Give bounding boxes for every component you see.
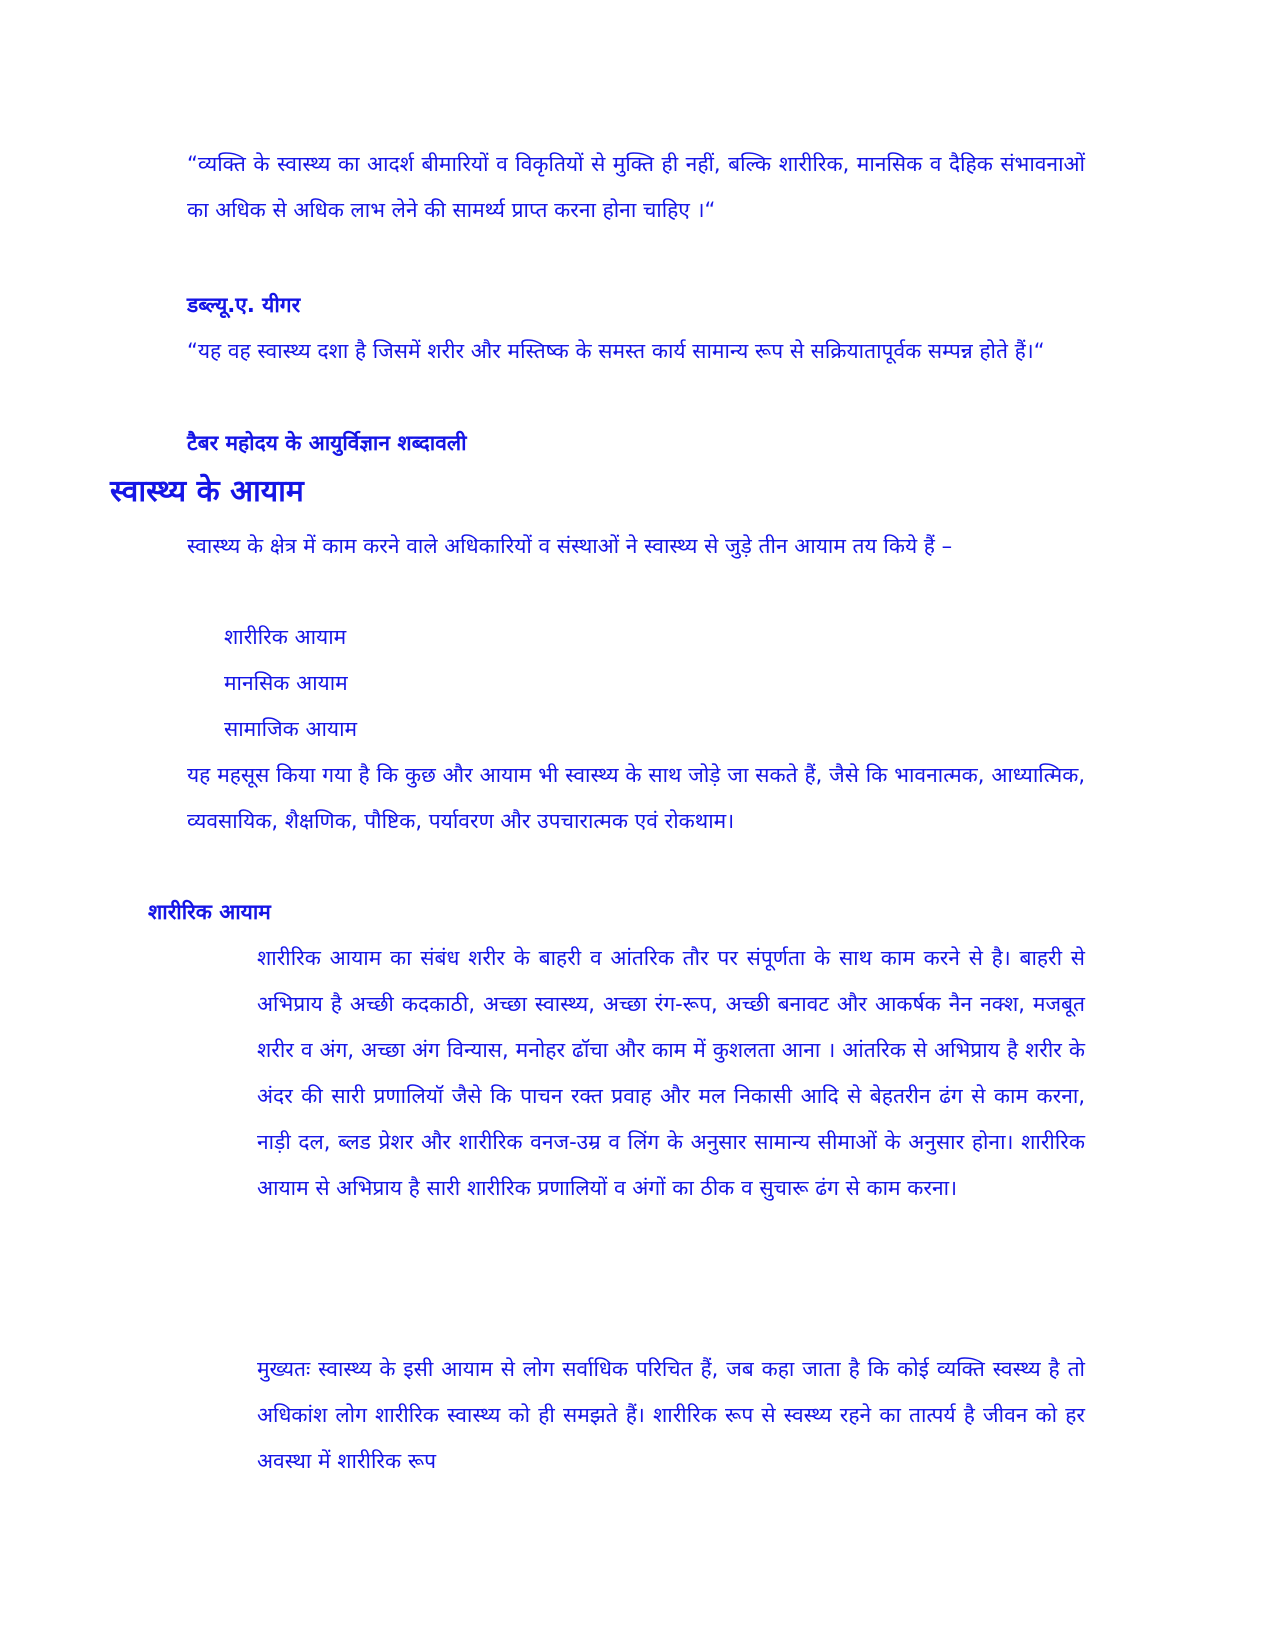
quote-author: डब्ल्यू.ए. यीगर bbox=[187, 293, 301, 317]
quote-author: टैबर महोदय के आयुर्विज्ञान शब्दावली bbox=[187, 431, 467, 455]
quote-paragraph: “यह वह स्वास्थ्य दशा है जिसमें शरीर और मस्तिष्क के समस्त कार्य सामान्य रूप से सक्रियातापूर्वक सम्पन्न होते हैं।“ bbox=[187, 339, 1045, 363]
list-item: सामाजिक आयाम bbox=[224, 717, 358, 741]
subsection-heading: शारीरिक आयाम bbox=[148, 900, 271, 924]
body-paragraph: शारीरिक आयाम का संबंध शरीर के बाहरी व आंतरिक तौर पर संपूर्णता के साथ काम करने से है। बाहरी से अभिप्राय है अच्छी कदकाठी, अच्छा स्वास्थ्य, अच्छा रंग-रूप, अच्छी बनावट और आकर्षक नैन नक्श, मजबूत शरीर व अंग, अच्छा अंग विन्यास, मनोहर ढॉचा और काम में कुशलता आना । आंतरिक से अभिप्राय है शरीर के अंदर की सारी प्रणालियॉ जैसे कि पाचन रक्त प्रवाह और मल निकासी आदि से बेहतरीन ढंग से काम करना, नाड़ी दल, ब्लड प्रेशर और शारीरिक वनज-उम्र व लिंग के अनुसार सामान्य सीमाओं के अनुसार होना। शारीरिक आयाम से अभिप्राय है सारी शारीरिक प्रणालियों व अंगों का ठीक व सुचारू ढंग से काम करना। bbox=[257, 946, 1085, 1200]
list-item: मानसिक आयाम bbox=[224, 671, 348, 695]
body-paragraph: मुख्यतः स्वास्थ्य के इसी आयाम से लोग सर्वाधिक परिचित हैं, जब कहा जाता है कि कोई व्यक्ति स्वस्थ्य है तो अधिकांश लोग शारीरिक स्वास्थ्य को ही समझते हैं। शारीरिक रूप से स्वस्थ्य रहने का तात्पर्य है जीवन को हर अवस्था में शारीरिक रूप bbox=[257, 1357, 1085, 1473]
list-item: शारीरिक आयाम bbox=[224, 625, 347, 649]
additional-dimensions-paragraph: यह महसूस किया गया है कि कुछ और आयाम भी स्वास्थ्य के साथ जोड़े जा सकते हैं, जैसे कि भावनात्मक, आध्यात्मिक, व्यवसायिक, शैक्षणिक, पौष्टिक, पर्यावरण और उपचारात्मक एवं रोकथाम। bbox=[187, 763, 1085, 833]
section-heading: स्वास्थ्य के आयाम bbox=[110, 474, 304, 509]
dimension-list bbox=[224, 614, 357, 752]
quote-paragraph: “व्यक्ति के स्वास्थ्य का आदर्श बीमारियों व विकृतियों से मुक्ति ही नहीं, बल्कि शारीरिक, मानसिक व दैहिक संभावनाओं का अधिक से अधिक लाभ लेने की सामर्थ्य प्राप्त करना होना चाहिए ।“ bbox=[187, 152, 1085, 222]
intro-paragraph: स्वास्थ्य के क्षेत्र में काम करने वाले अधिकारियों व संस्थाओं ने स्वास्थ्य से जुड़े तीन आयाम तय किये हैं – bbox=[187, 534, 953, 558]
